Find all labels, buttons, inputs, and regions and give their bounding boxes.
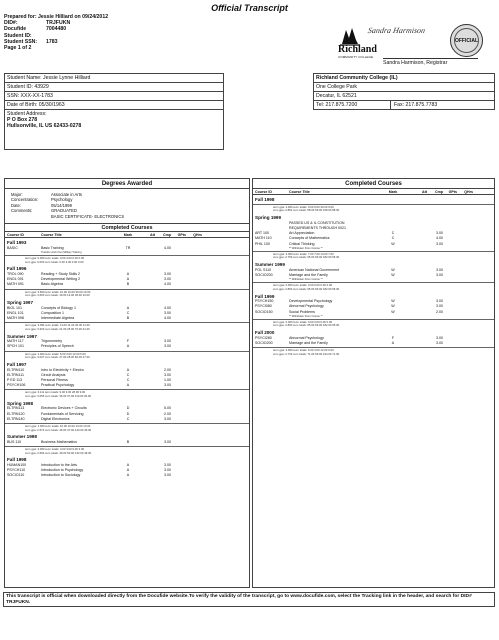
col-gpts: GPts: [177, 233, 186, 238]
col-cmp: Cmp: [163, 233, 171, 238]
term-heading: Fall 1998: [255, 197, 275, 203]
course-row: [253, 341, 494, 346]
course-id: ELTRN113: [7, 406, 25, 411]
degree-major-label: Major:: [11, 192, 23, 197]
term-heading: Fall 1997: [7, 361, 27, 367]
term-totals: term gpa: 4.000 term totals: 9.00 9.00 36.00 9.00: [273, 204, 334, 209]
course-att: [141, 440, 155, 445]
course-mark: D: [126, 411, 130, 416]
course-title: Practical Psychology: [41, 383, 75, 388]
course-cmp: 3.00: [436, 335, 443, 340]
course-row: [5, 383, 249, 388]
course-att: [413, 242, 427, 247]
course-id: PSYCH150: [255, 299, 274, 304]
course-cmp: [427, 221, 443, 231]
course-title: Intermediate Algebra: [41, 315, 75, 320]
course-mark: A: [126, 383, 130, 388]
col-course-id: Course ID: [7, 233, 24, 238]
course-title: Concepts of Biology 1: [41, 305, 76, 310]
course-qhrs: [186, 440, 202, 445]
completed-courses-header-left: Completed Courses: [5, 223, 249, 232]
course-id: SOCIO150: [255, 309, 273, 314]
course-column-headers-right: [253, 189, 494, 195]
college-logo-area: [328, 22, 488, 77]
course-cmp: 3.00: [436, 272, 443, 277]
course-mark: A: [126, 463, 130, 468]
page-count: Page 1 of 2: [4, 45, 32, 52]
term-totals: term gpa: 2.000 term totals: 7.00 7.00 14.00 7.00: [273, 251, 334, 256]
cumulative-totals: cum gpa: 0.000 cum totals: 0.00 4.00 0.00 0.00: [25, 259, 84, 264]
course-att: [413, 310, 427, 315]
degree-date-label: Date:: [11, 202, 22, 208]
course-title: Critical Thinking: [289, 241, 315, 246]
cumulative-totals: cum gpa: 3.037 cum totals: 27.00 28.00 82.00 27.00: [25, 355, 90, 360]
course-mark: W: [391, 267, 395, 272]
course-row: [253, 310, 494, 315]
course-mark: A: [126, 367, 130, 372]
course-att: [413, 221, 427, 231]
course-title: Electronic Devices + Circuits: [41, 406, 87, 411]
course-cmp: 3.00: [164, 310, 171, 315]
course-id: PSYCI080: [255, 304, 272, 309]
course-mark: B: [126, 282, 130, 287]
course-title: Trigonometry: [41, 339, 63, 344]
course-title: Basic Algebra: [41, 282, 63, 287]
course-att: [141, 246, 155, 251]
prepared-for-line: Prepared for: Jessie Hilliard on 09/24/2012: [4, 14, 109, 20]
degree-comments-value: GRADUATED: [51, 208, 77, 214]
term-heading: Spring 1999: [255, 215, 282, 221]
course-qhrs: [457, 221, 473, 231]
term-totals: term gpa: 2.000 term totals: 6.00 3.00 12.00 6.00: [273, 348, 334, 353]
course-row: [5, 316, 249, 321]
course-cmp: 3.00: [164, 473, 171, 478]
course-title: Basic Training: [41, 245, 64, 250]
course-gpts: [171, 440, 186, 445]
course-att: [141, 316, 155, 321]
term-totals: term gpa: 1.300 term totals: 10.00 10.00 13.00 10.00: [25, 423, 91, 428]
term-totals: term gpa: 0.000 term totals: 0.00 0.00 0.00 0.00: [273, 283, 333, 288]
course-gpts: [443, 341, 457, 346]
term-heading: Fall 1996: [7, 266, 27, 272]
course-qhrs: [186, 246, 202, 251]
course-id: BIOL 101: [7, 305, 23, 310]
course-cmp: 3.00: [164, 463, 171, 468]
course-id: ENGL 091: [7, 277, 24, 282]
course-id: BASIC: [7, 245, 18, 250]
term-heading: Spring 1998: [7, 400, 34, 406]
course-qhrs: [457, 242, 473, 247]
course-title: Introduction to Psychology: [41, 468, 84, 473]
course-cmp: 3.00: [164, 468, 171, 473]
course-qhrs: [186, 316, 202, 321]
course-row: [253, 242, 494, 247]
logo-subtitle: COMMUNITY COLLEGE: [338, 55, 374, 59]
course-id: PSYCH106: [7, 383, 26, 388]
course-cmp: 2.00: [436, 309, 443, 314]
cumulative-totals: cum gpa: 2.674 cum totals: 46.00 47.00 123.00 46.00: [25, 427, 92, 432]
course-id: MATH 117: [7, 339, 24, 344]
term-heading: Fall 1999: [255, 293, 275, 299]
cumulative-totals: cum gpa: 3.600 cum totals: 10.00 14.00 36.00 10.00: [25, 293, 90, 298]
cumulative-totals: cum gpa: 2.769 cum totals: 65.00 66.00 182.00 65.00: [273, 255, 340, 260]
term-totals: term gpa: 0.000 term totals: 0.00 0.00 0.00 0.00: [273, 319, 333, 324]
course-mark: A: [126, 271, 130, 276]
col-mark-right: Mark: [388, 190, 398, 194]
course-id: ELTRN110: [7, 367, 25, 372]
richland-logo-icon: [338, 26, 362, 46]
course-mark: C: [391, 231, 395, 236]
student-ssn: SSN: XXX-XX-1783: [5, 92, 223, 101]
right-panel: [252, 178, 495, 588]
course-mark: A: [126, 468, 130, 473]
course-mark: F: [126, 339, 130, 344]
col-att-right: Att: [422, 190, 427, 194]
course-title: Abnormal Psychology: [289, 335, 324, 340]
course-title: Social Problems: [289, 309, 315, 314]
degree-major-value: Associate in Arts: [51, 192, 82, 197]
prepared-for-block: [4, 14, 108, 51]
course-cmp: 3.00: [436, 241, 443, 246]
course-note: ** Withdrawn From Course **: [289, 278, 323, 282]
course-row: [253, 221, 494, 231]
course-title: Composition 1: [41, 310, 64, 315]
course-cmp: 2.00: [164, 367, 171, 372]
course-title: Abnormal Psychology: [289, 304, 324, 309]
course-title: Introduction to Sociology: [41, 473, 81, 478]
course-id: ENGL 101: [7, 310, 24, 315]
course-id: ELTRN120: [7, 411, 25, 416]
course-title: Developmental Writing 2: [41, 277, 81, 282]
course-id: SPCH 101: [7, 344, 24, 349]
degree-comments-value-2: BASIC CERTIFICATE- ELECTRONICS: [51, 213, 125, 219]
degrees-awarded-header: Degrees Awarded: [5, 179, 249, 189]
course-gpts: [171, 383, 186, 388]
term-heading: Fall 1998: [7, 457, 27, 463]
course-gpts: [171, 417, 186, 422]
course-mark: [373, 221, 413, 231]
course-title: American National Government: [289, 267, 340, 272]
course-gpts: [171, 344, 186, 349]
course-mark: B: [126, 315, 130, 320]
left-term-list: [5, 240, 249, 478]
logo-wordmark: Richland: [338, 44, 377, 55]
course-id: MATH 098: [7, 315, 24, 320]
student-name: Student Name: Jessie Lynne Hilliard: [5, 74, 223, 83]
course-cmp: 3.00: [164, 277, 171, 282]
course-gpts: [443, 221, 457, 231]
course-id: SOCIO200: [255, 272, 273, 277]
course-title: Concepts of Mathematics: [289, 236, 330, 241]
term-totals: term gpa: 3.600 term totals: 10.00 10.00 36.00 10.00: [25, 289, 91, 294]
course-att: [413, 341, 427, 346]
col-course-title: Course Title: [41, 233, 62, 238]
course-mark: W: [391, 241, 395, 246]
course-gpts: [171, 473, 186, 478]
course-id: [255, 221, 289, 231]
col-qhrs-right: QHrs: [464, 190, 473, 194]
course-cmp: 3.00: [436, 299, 443, 304]
course-qhrs: [457, 310, 473, 315]
col-att: Att: [150, 233, 155, 238]
course-cmp: 4.00: [164, 305, 171, 310]
col-cmp-right: Cmp: [435, 190, 443, 194]
course-qhrs: [186, 417, 202, 422]
school-phone-row: [314, 101, 494, 110]
course-cmp: 3.00: [164, 271, 171, 276]
course-title: Personal Fitness: [41, 377, 68, 382]
student-id: Student ID: 43929: [5, 83, 223, 92]
course-row: [5, 473, 249, 478]
course-qhrs: [457, 273, 473, 278]
docufide-id-row: [4, 26, 108, 38]
course-gpts: [171, 316, 186, 321]
col-mark: Mark: [123, 233, 133, 238]
course-cmp: 3.00: [164, 416, 171, 421]
course-cmp: 4.00: [436, 236, 443, 241]
ssn-label: Student SSN:: [4, 38, 38, 45]
course-cmp: 2.00: [164, 411, 171, 416]
course-title: Introduction to the Arts: [41, 463, 77, 468]
term-totals: term gpa: 3.111 term totals: 9.00 9.00 28.00 9.00: [25, 390, 86, 395]
school-name: Richland Community College (IL): [314, 74, 494, 83]
completed-courses-header-right: Completed Courses: [253, 179, 494, 189]
student-address-line1: P O Box 278: [7, 117, 38, 124]
course-cmp: 3.00: [164, 383, 171, 388]
term-totals: term gpa: 3.091 term totals: 11.00 11.00 34.00 11.00: [25, 323, 90, 328]
course-cmp: 4.00: [164, 282, 171, 287]
student-info-box: [4, 73, 224, 150]
course-mark: A: [391, 340, 395, 345]
course-id: PHIL 100: [255, 241, 270, 246]
left-panel: [4, 178, 250, 588]
course-mark: A: [126, 473, 130, 478]
course-qhrs: [457, 341, 473, 346]
cumulative-totals: cum gpa: 2.694 cum totals: 49.00 50.00 132.00 49.00: [25, 450, 92, 455]
cumulative-totals: cum gpa: 2.800 cum totals: 65.00 66.00 182.00 65.00: [273, 323, 340, 328]
cumulative-totals: cum gpa: 3.056 cum totals: 36.00 37.00 110.00 36.00: [25, 393, 92, 398]
verification-footer: This transcript is official when downloaded directly from the Docufide website.To verify the validity of the transcript, go to www.docufide.com, select the Tracking link in the header, and search for DID# TRJFUKN.: [3, 592, 495, 607]
course-mark: W: [391, 299, 395, 304]
term-heading: Summer 1998: [7, 434, 37, 440]
term-totals: term gpa: 2.000 term totals: 6.00 3.00 12.00 6.00: [25, 351, 86, 356]
student-address-label: Student Address:: [7, 111, 47, 117]
course-id: TROL 090: [7, 271, 24, 276]
course-id: POL S110: [255, 267, 272, 272]
course-title: PASSED US & IL CONSTITUTION REQUIREMENTS THROUGH 0021: [289, 220, 347, 230]
course-title: Principles of Speech: [41, 344, 74, 349]
course-mark: A: [126, 305, 130, 310]
course-note: Transfer work from Military Training: [41, 251, 82, 255]
ssn-value: 1783: [46, 38, 58, 45]
col-course-title-right: Course Title: [289, 190, 310, 194]
course-title: Marriage and the Family: [289, 272, 328, 277]
official-seal-icon: OFFICIAL: [450, 24, 483, 57]
course-cmp: 5.00: [164, 406, 171, 411]
course-title: Developmental Psychology: [289, 299, 333, 304]
course-att: [141, 344, 155, 349]
course-row: [5, 282, 249, 287]
course-qhrs: [186, 383, 202, 388]
course-cmp: 3.00: [164, 344, 171, 349]
course-mark: C: [126, 377, 130, 382]
col-qhrs: QHrs: [193, 233, 202, 238]
course-title: Intro to Electricity + Electro: [41, 367, 84, 372]
course-mark: W: [391, 272, 395, 277]
document-title: Official Transcript: [211, 3, 288, 13]
course-title: Reading + Study Skills 2: [41, 271, 81, 276]
did-value: TRJFUKN: [46, 20, 71, 27]
cumulative-totals: cum gpa: 2.800 cum totals: 65.00 66.00 182.00 65.00: [273, 286, 340, 291]
course-id: PSYCI280: [255, 335, 272, 340]
degree-concentration-label: Concentration:: [11, 197, 39, 203]
course-id: BUS 110: [7, 439, 22, 444]
right-term-list: [253, 197, 494, 356]
course-mark: W: [391, 309, 395, 314]
col-gpts-right: GPts: [448, 190, 457, 194]
course-title: Circuit Analysis: [41, 372, 66, 377]
course-title: Art Appreciation: [289, 231, 315, 236]
registrar-signature: Sandra Harmison: [367, 26, 426, 35]
term-heading: Fall 1993: [7, 240, 27, 246]
course-title: Business Mathematics: [41, 439, 77, 444]
course-id: ELTRN140: [7, 416, 25, 421]
course-id: ELTRN111: [7, 372, 24, 377]
course-att: [141, 417, 155, 422]
course-id: SOCIO110: [7, 473, 25, 478]
course-gpts: [171, 282, 186, 287]
docufide-id-value: 7004480: [46, 26, 67, 33]
course-note: ** Withdrawn From Course **: [289, 246, 323, 250]
course-gpts: [443, 310, 457, 315]
course-cmp: 3.00: [436, 267, 443, 272]
course-id: ART 100: [255, 231, 270, 236]
course-att: [413, 273, 427, 278]
course-mark: C: [126, 372, 130, 377]
course-id: SOCIO200: [255, 340, 273, 345]
course-cmp: 3.00: [436, 304, 443, 309]
course-title: Marriage and the Family: [289, 340, 328, 345]
col-course-id-right: Course ID: [255, 190, 272, 194]
course-cmp: 4.00: [164, 315, 171, 320]
course-mark: B: [126, 439, 130, 444]
course-gpts: [443, 273, 457, 278]
term-heading: Fall 2000: [255, 330, 275, 336]
course-mark: A: [126, 344, 130, 349]
course-row: [5, 344, 249, 349]
cumulative-totals: cum gpa: 2.732 cum totals: 71.00 69.00 194.00 71.00: [273, 351, 340, 356]
term-heading: Summer 1997: [7, 333, 37, 339]
course-id: MATH 091: [7, 282, 24, 287]
course-mark: C: [126, 310, 130, 315]
course-row: [5, 440, 249, 445]
school-fax: Fax: 217.875.7783: [390, 101, 437, 110]
degree-comments-label-2: [11, 214, 51, 219]
term-totals: term gpa: 0.000 term totals: 0.00 4.00 0.00 0.00: [25, 256, 85, 261]
did-label: DID#:: [4, 20, 18, 27]
term-heading: Summer 1999: [255, 262, 285, 268]
course-cmp: 3.00: [164, 339, 171, 344]
term-heading: Spring 1997: [7, 299, 34, 305]
course-mark: TR: [125, 245, 131, 250]
course-title: Fundamentals of Servicing: [41, 411, 84, 416]
course-qhrs: [186, 282, 202, 287]
course-cmp: 1.00: [164, 377, 171, 382]
course-att: [141, 282, 155, 287]
course-gpts: [443, 242, 457, 247]
course-mark: A: [126, 277, 130, 282]
course-att: [141, 383, 155, 388]
degree-concentration-value: Psychology: [51, 197, 73, 203]
course-id: P ED 113: [7, 377, 23, 382]
course-column-headers-left: [5, 232, 249, 238]
degree-comments-label: Comments:: [11, 208, 33, 214]
course-id: MATH 110: [255, 236, 272, 241]
school-city: Decatur, IL 62521: [314, 92, 494, 101]
course-mark: D: [126, 406, 130, 411]
school-info-box: [313, 73, 495, 110]
course-mark: F: [391, 335, 395, 340]
course-att: [141, 473, 155, 478]
degree-details: [5, 189, 249, 223]
registrar-name: Sandra Harmison, Registrar: [383, 58, 478, 66]
school-street: One College Park: [314, 83, 494, 92]
course-title: Digital Electronics: [41, 416, 70, 421]
course-qhrs: [186, 473, 202, 478]
student-address: [5, 110, 223, 130]
course-cmp: 3.00: [164, 372, 171, 377]
student-address-line2: Hullsonville, IL US 62433-0278: [7, 123, 82, 130]
course-cmp: 3.00: [436, 231, 443, 236]
course-note: ** Withdrawn From Course **: [289, 314, 323, 318]
school-tel: Tel: 217.875.7200: [316, 102, 358, 108]
student-dob: Date of Birth: 05/30/1963: [5, 101, 223, 110]
course-cmp: 3.00: [436, 340, 443, 345]
course-row: [5, 417, 249, 422]
course-cmp: 3.00: [164, 439, 171, 444]
course-mark: W: [391, 304, 395, 309]
degree-comments-row-2: [5, 214, 249, 219]
degree-date-value: 05/14/1999: [51, 202, 72, 208]
term-totals: term gpa: 3.000 term totals: 3.00 3.00 9.00 3.00: [25, 447, 85, 452]
cumulative-totals: cum gpa: 2.862 cum totals: 58.00 59.00 168.00 58.00: [273, 208, 340, 213]
course-mark: C: [391, 236, 395, 241]
course-mark: C: [126, 416, 130, 421]
cumulative-totals: cum gpa: 3.333 cum totals: 21.00 25.00 70.00 21.00: [25, 326, 90, 331]
course-gpts: [171, 246, 186, 251]
course-id: HUMAN100: [7, 463, 27, 468]
docufide-id-label: Docufide Student ID:: [4, 26, 32, 39]
course-id: PSYCH110: [7, 468, 26, 473]
course-qhrs: [186, 344, 202, 349]
course-cmp: 4.00: [164, 245, 171, 250]
